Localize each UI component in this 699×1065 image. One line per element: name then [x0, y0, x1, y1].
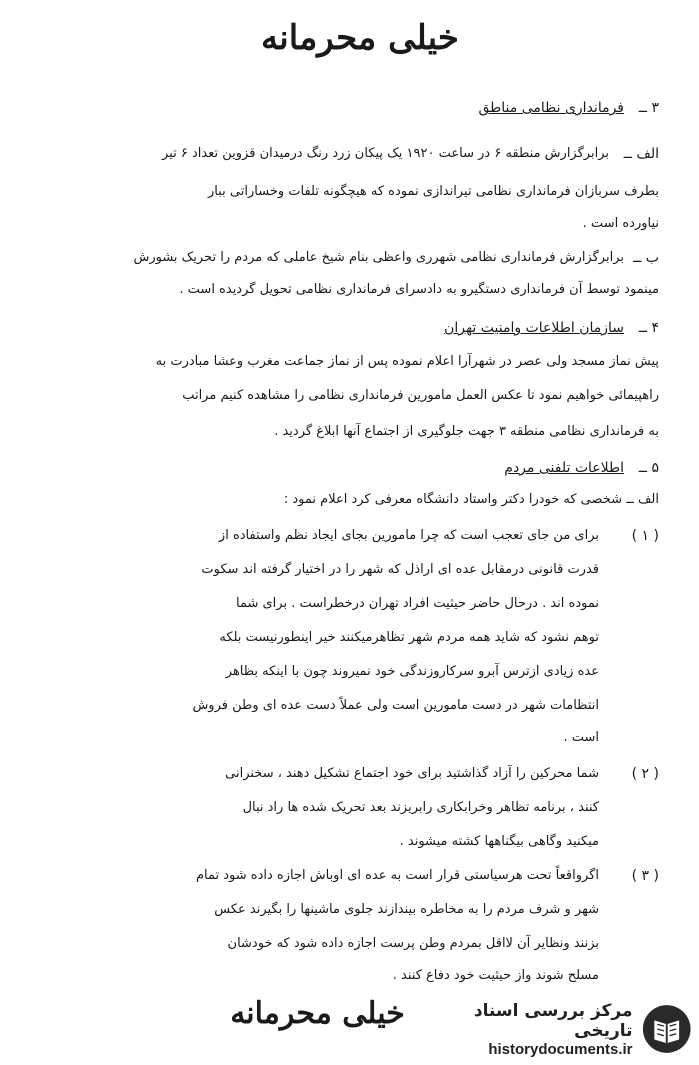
item-2-number: ( ۲ )	[631, 766, 659, 782]
item-2-line-1: شما محرکین را آزاد گذاشتید برای خود اجتماع تشکیل دهند ، سخنرانی	[225, 766, 599, 781]
classification-stamp-bottom: خیلی محرمانه	[230, 996, 405, 1031]
item-2-line-2: کنند ، برنامه تظاهر وخرابکاری رابریزند بعد تحریک شده ها راد نبال	[242, 800, 599, 815]
item-2-line-3: میکنید وگاهی بیگناهها کشته میشوند .	[399, 834, 599, 849]
item-1-line-2: قدرت قانونی درمقابل عده ای اراذل که شهر را در اختیار گرفته اند سکوت	[201, 562, 599, 577]
archive-name: مرکز بررسی اسناد تاریخی	[473, 1000, 633, 1041]
item-3-line-3: بزنند ونظایر آن لااقل بمردم وطن پرست اجازه داده شود که خودشان	[227, 936, 599, 951]
book-logo-icon	[641, 1002, 692, 1056]
section-3b-line-1: برابرگزارش فرمانداری نظامی شهرری واعظی بنام شیخ عاملی که مردم را تحریک بشورش	[133, 250, 624, 265]
section-3a-label: الف ــ	[623, 146, 659, 162]
section-3a-line-2: بطرف سربازان فرمانداری نظامی تیراندازی نموده که هیچگونه تلفات وخساراتی ببار	[208, 184, 659, 199]
item-1-line-3: نموده اند . درحال حاضر حیثیت افراد تهران درخطراست . برای شما	[235, 596, 599, 611]
item-3-line-1: اگرواقعاً تحت هرسیاستی قرار است به عده ای اوباش اجازه داده شود تمام	[195, 868, 599, 883]
item-1-line-1: برای من جای تعجب است که چرا مامورین بجای ایجاد نظم واستفاده از	[218, 528, 599, 543]
item-3-line-2: شهر و شرف مردم را به مخاطره بیندازند جلوی ماشینها را بگیرند عکس	[214, 902, 599, 917]
section-5a-line: الف ــ شخصی که خودرا دکتر واستاد دانشگاه معرفی کرد اعلام نمود :	[283, 492, 659, 507]
section-3-title: فرمانداری نظامی مناطق	[478, 100, 624, 116]
section-4-line-3: به فرمانداری نظامی منطقه ۳ جهت جلوگیری از اجتماع آنها ابلاغ گردید .	[274, 424, 659, 439]
section-3b-line-2: مینمود توسط آن فرمانداری دستگیرو به دادسرای فرمانداری نظامی تحویل گردیده است .	[179, 282, 659, 297]
item-3-line-4: مسلح شوند واز حیثیت خود دفاع کنند .	[392, 968, 599, 983]
classification-stamp-top: خیلی محرمانه	[261, 18, 459, 58]
item-1-number: ( ۱ )	[631, 528, 659, 544]
archive-watermark	[420, 998, 692, 1060]
item-1-line-5: عده زیادی ازترس آبرو سرکاروزندگی خود نمیروند چون با اینکه بظاهر	[225, 664, 599, 679]
section-3a-line-3: نیاورده است .	[582, 216, 659, 231]
section-3a-line-1: برابرگزارش منطقه ۶ در ساعت ۱۹۲۰ یک پیکان زرد رنگ درمیدان قزوین تعداد ۶ تیر	[162, 146, 609, 161]
section-4-line-2: راهپیمائی خواهیم نمود تا عکس العمل مامورین فرمانداری نظامی را مشاهده کنیم مراتب	[182, 388, 659, 403]
section-3-number: ۳ ــ	[638, 100, 659, 116]
item-1-line-4: توهم نشود که شاید همه مردم شهر تظاهرمیکنند خیر اینطورنیست بلکه	[219, 630, 599, 645]
section-4-line-1: پیش نماز مسجد ولی عصر در شهرآرا اعلام نموده پس از نماز جماعت مغرب وعشا مبادرت به	[155, 354, 659, 369]
section-5-number: ۵ ــ	[638, 460, 659, 476]
section-3b-label: ب ــ	[633, 250, 659, 266]
item-3-number: ( ۳ )	[631, 868, 659, 884]
item-1-line-6: انتظامات شهر در دست مامورین است ولی عملاً دست عده ای وطن فروش	[192, 698, 599, 713]
archive-url: historydocuments.ir	[488, 1040, 633, 1058]
section-4-title: سازمان اطلاعات وامنیت تهران	[444, 320, 624, 336]
section-4-number: ۴ ــ	[638, 320, 659, 336]
item-1-line-7: است .	[563, 730, 599, 745]
section-5-title: اطلاعات تلفنی مردم	[504, 460, 624, 476]
